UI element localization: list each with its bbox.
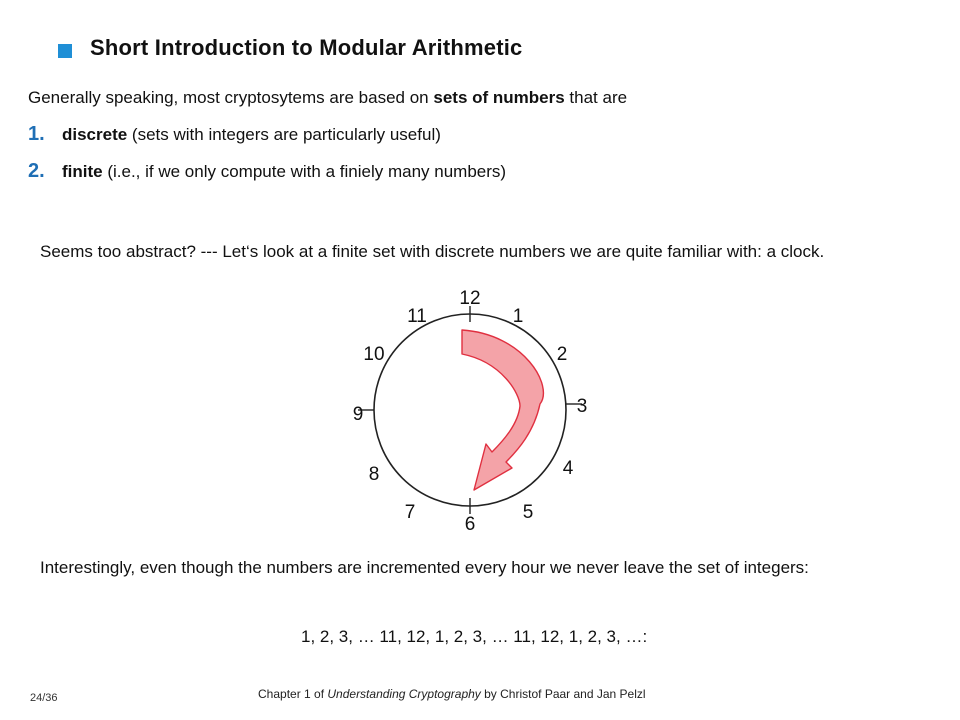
clock-number-12: 12 bbox=[459, 288, 481, 309]
credit-suffix: by Christof Paar and Jan Pelzl bbox=[480, 687, 646, 701]
list-description: (sets with integers are particularly useful) bbox=[127, 125, 441, 144]
clock-number-10: 10 bbox=[363, 344, 385, 365]
increment-paragraph: Interestingly, even though the numbers are incremented every hour we never leave the set of integers: bbox=[40, 558, 809, 577]
list-item-discrete bbox=[28, 123, 441, 146]
credit-prefix: Chapter 1 of bbox=[258, 687, 328, 701]
list-item-finite bbox=[28, 160, 506, 183]
intro-before: Generally speaking, most cryptosytems are based on bbox=[28, 88, 434, 107]
slide-title: Short Introduction to Modular Arithmetic bbox=[90, 35, 523, 60]
clock-number-6: 6 bbox=[464, 514, 476, 535]
footer-credit bbox=[258, 687, 646, 701]
clock-number-5: 5 bbox=[522, 502, 534, 523]
list-description: (i.e., if we only compute with a finiely many numbers) bbox=[102, 162, 507, 181]
title-bullet bbox=[58, 44, 72, 58]
clock-number-1: 1 bbox=[512, 306, 524, 327]
clock-number-11: 11 bbox=[407, 306, 427, 327]
clock-intro-paragraph: Seems too abstract? --- Let‘s look at a finite set with discrete numbers we are quite familiar with: a clock. bbox=[40, 242, 825, 261]
clock-number-4: 4 bbox=[562, 458, 574, 479]
clock-number-2: 2 bbox=[556, 344, 568, 365]
clock-number-9: 9 bbox=[352, 404, 364, 425]
list-term: discrete bbox=[62, 125, 128, 144]
clockwise-arrow-icon bbox=[462, 330, 543, 490]
clock-diagram bbox=[340, 282, 620, 542]
credit-book-title: Understanding Cryptography bbox=[327, 687, 481, 701]
clock-number-8: 8 bbox=[368, 464, 380, 485]
list-term: finite bbox=[62, 162, 103, 181]
page-number: 24/36 bbox=[30, 692, 58, 704]
list-number: 1. bbox=[28, 123, 45, 145]
intro-text bbox=[28, 88, 627, 108]
clock-numbers bbox=[353, 288, 588, 535]
clock-number-3: 3 bbox=[576, 396, 588, 417]
number-sequence: 1, 2, 3, … 11, 12, 1, 2, 3, … 11, 12, 1, 2, 3, …: bbox=[301, 627, 648, 646]
clock-number-7: 7 bbox=[404, 502, 416, 523]
intro-after: that are bbox=[564, 88, 628, 107]
list-number: 2. bbox=[28, 160, 45, 182]
intro-bold: sets of numbers bbox=[433, 88, 565, 107]
